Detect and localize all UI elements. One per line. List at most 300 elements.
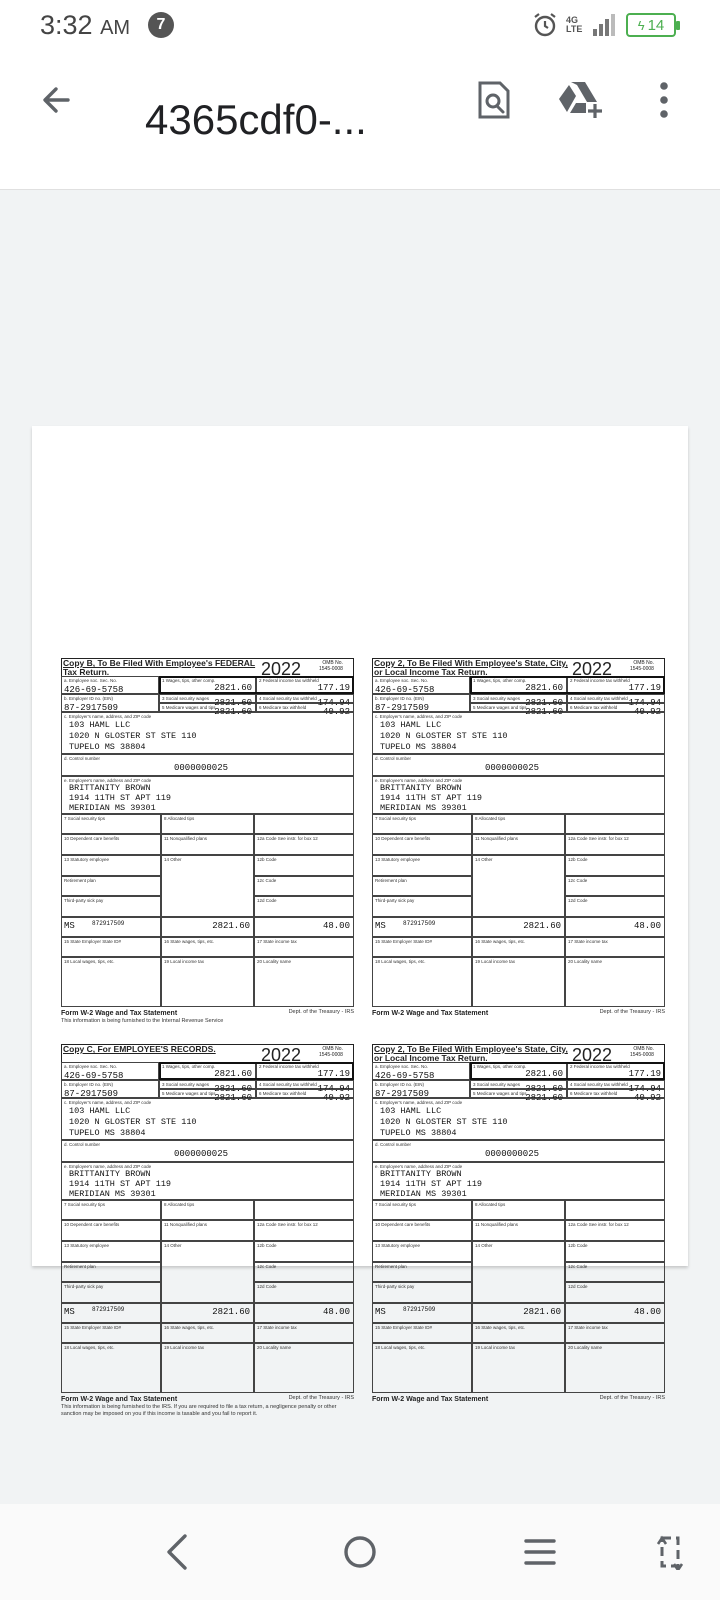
box-label: 18 Local wages, tips, etc. bbox=[375, 1345, 426, 1350]
employer-address-line: 1020 N GLOSTER ST STE 110 bbox=[69, 731, 197, 741]
box-label: 8 Allocated tips bbox=[475, 1202, 506, 1207]
box-label: d. Control number bbox=[375, 756, 412, 761]
omb-number bbox=[630, 1046, 654, 1058]
ein-value: 87-2917509 bbox=[375, 703, 430, 713]
box16-cell bbox=[472, 1323, 565, 1343]
form-w2-footer: Form W-2 Wage and Tax Statement bbox=[372, 1396, 489, 1403]
state-cell bbox=[372, 1303, 472, 1323]
box-label: b. Employer ID no. (EIN) bbox=[375, 1082, 425, 1087]
form-copy-header: Copy 2, To Be Filed With Employee's State, City, or Local Income Tax Return. bbox=[374, 658, 568, 677]
employee-address-line: 1914 11TH ST APT 119 bbox=[380, 1179, 483, 1189]
box-label: 6 Medicare tax withheld bbox=[570, 1091, 618, 1096]
box5-value: 2821.60 bbox=[525, 1093, 563, 1103]
box-label: 14 Other bbox=[164, 1243, 182, 1248]
box11-cell bbox=[472, 834, 565, 855]
box-label: 12c Code bbox=[568, 878, 588, 883]
network-type-label: 4G LTE bbox=[566, 15, 583, 34]
box3-value: 2821.60 bbox=[214, 698, 252, 708]
box6-value: 40.92 bbox=[633, 1093, 661, 1103]
box-label: a. Employee soc. Sec. No. bbox=[64, 678, 118, 683]
nav-home-button[interactable] bbox=[336, 1528, 384, 1576]
box-label: a. Employee soc. Sec. No. bbox=[375, 1064, 429, 1069]
more-vert-icon bbox=[658, 81, 670, 119]
box-label: 5 Medicare wages and tips bbox=[162, 705, 216, 710]
ein-cell bbox=[372, 1080, 470, 1098]
box-label: 7 Social security tips bbox=[375, 816, 417, 821]
system-nav-bar bbox=[0, 1504, 720, 1600]
wages-highlight bbox=[470, 1062, 665, 1080]
box-label: 15 State Employer State ID# bbox=[64, 939, 122, 944]
form-copy-header: Copy B, To Be Filed With Employee's FEDERAL Tax Return. bbox=[63, 658, 256, 677]
box12a-cell bbox=[254, 1220, 354, 1241]
box-label: Retirement plan bbox=[64, 1264, 96, 1269]
nav-recents-button[interactable] bbox=[516, 1528, 564, 1576]
ssn-value: 426-69-5758 bbox=[64, 685, 124, 695]
notification-badge: 7 bbox=[148, 12, 174, 38]
box-label: 12c Code bbox=[257, 1264, 277, 1269]
box-label: 18 Local wages, tips, etc. bbox=[64, 1345, 115, 1350]
box16-cell bbox=[161, 1323, 254, 1343]
omb-label: OMB No. bbox=[633, 660, 654, 666]
omb-value: 1545-0008 bbox=[630, 1052, 654, 1058]
state-id-value: 872917509 bbox=[403, 920, 436, 927]
box-label: 10 Dependent care benefits bbox=[64, 836, 120, 841]
box-label: 4 Social security tax withheld bbox=[570, 696, 628, 701]
box1-value: 2821.60 bbox=[525, 1069, 563, 1079]
box-label: Third-party sick pay bbox=[64, 1284, 104, 1289]
box-label: b. Employer ID no. (EIN) bbox=[64, 1082, 114, 1087]
box-label: 10 Dependent care benefits bbox=[64, 1222, 120, 1227]
box-label: e. Employee's name, address and ZIP code bbox=[375, 1164, 463, 1169]
box-label: 4 Social security tax withheld bbox=[570, 1082, 628, 1087]
box-label: 16 State wages, tips, etc. bbox=[475, 939, 526, 944]
box-label: 6 Medicare tax withheld bbox=[259, 1091, 307, 1096]
box-label: d. Control number bbox=[375, 1142, 412, 1147]
box5-cell bbox=[470, 1089, 567, 1103]
box-label: 12c Code bbox=[257, 878, 277, 883]
treasury-label: Dept. of the Treasury - IRS bbox=[288, 1395, 354, 1401]
employee-address-line: BRITTANITY BROWN bbox=[69, 1169, 151, 1179]
box11-cell bbox=[161, 834, 254, 855]
box-label: e. Employee's name, address and ZIP code bbox=[375, 778, 463, 783]
box-label: 14 Other bbox=[164, 857, 182, 862]
box2-value: 177.19 bbox=[317, 1069, 350, 1079]
box-label: 16 State wages, tips, etc. bbox=[475, 1325, 526, 1330]
ssn-value: 426-69-5758 bbox=[64, 1071, 124, 1081]
box6-cell bbox=[567, 1089, 665, 1103]
nav-rotate-button[interactable] bbox=[646, 1528, 694, 1576]
box1-value: 2821.60 bbox=[214, 1069, 252, 1079]
box16-cell bbox=[472, 937, 565, 957]
empty-cell bbox=[254, 1200, 354, 1220]
box-label: 8 Allocated tips bbox=[164, 816, 195, 821]
box20-cell bbox=[254, 957, 354, 1007]
box-label: 2 Federal income tax withheld bbox=[570, 678, 630, 683]
box-label: 12b Code bbox=[568, 1243, 588, 1248]
box-label: 12a Code See instr. for box 12 bbox=[257, 836, 318, 841]
box8-cell bbox=[161, 1200, 254, 1220]
box-label: 11 Nonqualified plans bbox=[475, 1222, 518, 1227]
box-label: 12d Code bbox=[568, 1284, 588, 1289]
box1-value: 2821.60 bbox=[525, 683, 563, 693]
box-label: e. Employee's name, address and ZIP code bbox=[64, 778, 152, 783]
employer-address-line: 103 HAML LLC bbox=[380, 1106, 442, 1116]
empty-cell bbox=[565, 1200, 665, 1220]
ein-cell bbox=[372, 694, 470, 712]
box18-cell bbox=[372, 1343, 472, 1393]
treasury-label: Dept. of the Treasury - IRS bbox=[599, 1395, 665, 1401]
box-label: Retirement plan bbox=[375, 1264, 407, 1269]
status-bar bbox=[0, 0, 720, 52]
state-value: MS bbox=[64, 1307, 75, 1317]
retirement-plan-cell bbox=[372, 1262, 472, 1282]
box19-cell bbox=[161, 957, 254, 1007]
employee-address-line: BRITTANITY BROWN bbox=[69, 783, 151, 793]
box-label: 20 Locality name bbox=[257, 959, 292, 964]
box20-cell bbox=[565, 957, 665, 1007]
box12d-cell bbox=[565, 1282, 665, 1303]
box-label: 17 State income tax bbox=[568, 1325, 608, 1330]
box12b-cell bbox=[254, 1241, 354, 1262]
employee-address-line: MERIDIAN MS 39301 bbox=[380, 803, 467, 813]
box2-value: 177.19 bbox=[317, 683, 350, 693]
box11-cell bbox=[472, 1220, 565, 1241]
alarm-icon bbox=[532, 12, 558, 38]
state-cell bbox=[372, 917, 472, 937]
box14-cell bbox=[472, 855, 565, 917]
employer-address-line: TUPELO MS 38804 bbox=[69, 1128, 146, 1138]
box-label: 15 State Employer State ID# bbox=[375, 939, 433, 944]
box-label: 2 Federal income tax withheld bbox=[259, 1064, 319, 1069]
box-label: 17 State income tax bbox=[257, 1325, 297, 1330]
box8-cell bbox=[161, 814, 254, 834]
box10-cell bbox=[372, 1220, 472, 1241]
box-label: 13 Statutory employee bbox=[64, 857, 110, 862]
omb-number bbox=[319, 1046, 343, 1058]
retirement-plan-cell bbox=[61, 1262, 161, 1282]
state-id-value: 872917509 bbox=[403, 1306, 436, 1313]
ssn-cell bbox=[372, 1062, 470, 1080]
find-in-page-icon bbox=[476, 80, 512, 120]
box5-cell bbox=[159, 703, 256, 717]
signal-icon bbox=[592, 13, 618, 37]
more-options-button[interactable] bbox=[640, 76, 688, 124]
state-wages-cell bbox=[161, 917, 254, 937]
box-label: 20 Locality name bbox=[257, 1345, 292, 1350]
state-wages-cell bbox=[161, 1303, 254, 1323]
box12b-cell bbox=[565, 855, 665, 876]
box-label: 4 Social security tax withheld bbox=[259, 696, 317, 701]
box-label: 1 Wages, tips, other comp. bbox=[162, 1064, 216, 1069]
box5-value: 2821.60 bbox=[214, 707, 252, 717]
ssn-cell bbox=[61, 1062, 159, 1080]
find-in-document-button[interactable] bbox=[470, 76, 518, 124]
state-tax-value: 48.00 bbox=[322, 921, 350, 931]
box17-cell bbox=[254, 937, 354, 957]
box5-value: 2821.60 bbox=[214, 1093, 252, 1103]
box13-cell bbox=[372, 1241, 472, 1262]
ssn-cell bbox=[372, 676, 470, 694]
state-value: MS bbox=[64, 921, 75, 931]
nav-back-icon bbox=[163, 1532, 193, 1572]
box3-value: 2821.60 bbox=[525, 1084, 563, 1094]
box-label: b. Employer ID no. (EIN) bbox=[375, 696, 425, 701]
box-label: 17 State income tax bbox=[257, 939, 297, 944]
arrow-back-icon bbox=[38, 82, 74, 118]
box-label: 12a Code See instr. for box 12 bbox=[568, 1222, 629, 1227]
pdf-page[interactable] bbox=[32, 426, 688, 1417]
box12c-cell bbox=[254, 1262, 354, 1282]
employee-address-line: BRITTANITY BROWN bbox=[380, 783, 462, 793]
state-wages-value: 2821.60 bbox=[523, 921, 561, 931]
employer-address-line: 1020 N GLOSTER ST STE 110 bbox=[380, 731, 508, 741]
omb-number bbox=[630, 660, 654, 672]
box-label: 14 Other bbox=[475, 1243, 493, 1248]
state-wages-value: 2821.60 bbox=[212, 1307, 250, 1317]
app-bar bbox=[0, 52, 720, 190]
wages-highlight bbox=[470, 676, 665, 694]
treasury-label: Dept. of the Treasury - IRS bbox=[288, 1009, 354, 1015]
nav-back-button[interactable] bbox=[154, 1528, 202, 1576]
omb-label: OMB No. bbox=[633, 1046, 654, 1052]
control-cell bbox=[372, 754, 665, 776]
battery-level: 14 bbox=[647, 16, 665, 34]
box-label: 10 Dependent care benefits bbox=[375, 836, 431, 841]
omb-value: 1545-0008 bbox=[319, 1052, 343, 1058]
control-value: 0000000025 bbox=[485, 1149, 540, 1159]
box13-cell bbox=[372, 855, 472, 876]
battery-icon: ϟ 14 bbox=[626, 13, 676, 37]
box-label: 15 State Employer State ID# bbox=[64, 1325, 122, 1330]
box-label: 6 Medicare tax withheld bbox=[259, 705, 307, 710]
box12a-cell bbox=[565, 834, 665, 855]
back-button[interactable] bbox=[32, 76, 80, 124]
box-label: 7 Social security tips bbox=[375, 1202, 417, 1207]
box12a-cell bbox=[565, 1220, 665, 1241]
box5-value: 2821.60 bbox=[525, 707, 563, 717]
box20-cell bbox=[565, 1343, 665, 1393]
box6-cell bbox=[567, 703, 665, 717]
box-label: 12d Code bbox=[568, 898, 588, 903]
box-label: 16 State wages, tips, etc. bbox=[164, 1325, 215, 1330]
box3-value: 2821.60 bbox=[525, 698, 563, 708]
box7-cell bbox=[372, 1200, 472, 1220]
box-label: 10 Dependent care benefits bbox=[375, 1222, 431, 1227]
screen-rotation-icon bbox=[654, 1534, 686, 1570]
box10-cell bbox=[61, 834, 161, 855]
status-time bbox=[40, 10, 130, 41]
box17-cell bbox=[565, 937, 665, 957]
box-label: 1 Wages, tips, other comp. bbox=[473, 1064, 527, 1069]
nav-home-icon bbox=[342, 1534, 378, 1570]
box6-cell bbox=[256, 1089, 354, 1103]
box14-cell bbox=[161, 855, 254, 917]
box7-cell bbox=[61, 814, 161, 834]
box3-value: 2821.60 bbox=[214, 1084, 252, 1094]
state-tax-value: 48.00 bbox=[633, 1307, 661, 1317]
box12c-cell bbox=[254, 876, 354, 896]
box15-cell bbox=[372, 1323, 472, 1343]
box6-value: 40.92 bbox=[322, 1093, 350, 1103]
form-copy-header: Copy 2, To Be Filed With Employee's State, City, or Local Income Tax Return. bbox=[374, 1044, 568, 1063]
box8-cell bbox=[472, 814, 565, 834]
box-label: 12d Code bbox=[257, 898, 277, 903]
box5-cell bbox=[159, 1089, 256, 1103]
box-label: 5 Medicare wages and tips bbox=[473, 705, 527, 710]
box17-cell bbox=[254, 1323, 354, 1343]
state-value: MS bbox=[375, 921, 386, 931]
box1-value: 2821.60 bbox=[214, 683, 252, 693]
box-label: 12b Code bbox=[257, 857, 277, 862]
box12d-cell bbox=[254, 1282, 354, 1303]
box-label: 3 Social security wages bbox=[162, 1082, 210, 1087]
state-tax-value: 48.00 bbox=[322, 1307, 350, 1317]
box-label: Third-party sick pay bbox=[375, 898, 415, 903]
box11-cell bbox=[161, 1220, 254, 1241]
box20-cell bbox=[254, 1343, 354, 1393]
form-notice: This information is being furnished to the Internal Revenue Service bbox=[61, 1018, 224, 1024]
box-label: 6 Medicare tax withheld bbox=[570, 705, 618, 710]
empty-cell bbox=[565, 814, 665, 834]
employee-address-line: 1914 11TH ST APT 119 bbox=[69, 793, 172, 803]
status-time-value: 3:32 bbox=[40, 10, 93, 40]
box-label: a. Employee soc. Sec. No. bbox=[64, 1064, 118, 1069]
third-party-sick-pay-cell bbox=[61, 896, 161, 917]
box19-cell bbox=[472, 1343, 565, 1393]
form-w2-footer: Form W-2 Wage and Tax Statement bbox=[372, 1010, 489, 1017]
control-value: 0000000025 bbox=[174, 763, 229, 773]
form-year: 2022 bbox=[572, 1045, 613, 1065]
control-value: 0000000025 bbox=[174, 1149, 229, 1159]
omb-value: 1545-0008 bbox=[630, 666, 654, 672]
box-label: 4 Social security tax withheld bbox=[259, 1082, 317, 1087]
form-w2-footer: Form W-2 Wage and Tax Statement bbox=[61, 1010, 178, 1017]
box6-value: 40.92 bbox=[633, 707, 661, 717]
box-label: 13 Statutory employee bbox=[375, 1243, 421, 1248]
omb-label: OMB No. bbox=[322, 1046, 343, 1052]
box-label: 12c Code bbox=[568, 1264, 588, 1269]
employer-address-line: 1020 N GLOSTER ST STE 110 bbox=[69, 1117, 197, 1127]
box8-cell bbox=[472, 1200, 565, 1220]
employer-address-line: 103 HAML LLC bbox=[69, 1106, 131, 1116]
box-label: 1 Wages, tips, other comp. bbox=[473, 678, 527, 683]
employee-address-line: 1914 11TH ST APT 119 bbox=[380, 793, 483, 803]
box2-value: 177.19 bbox=[628, 683, 661, 693]
employee-address-line: BRITTANITY BROWN bbox=[380, 1169, 462, 1179]
box-label: 2 Federal income tax withheld bbox=[259, 678, 319, 683]
box14-cell bbox=[161, 1241, 254, 1303]
wages-highlight bbox=[159, 676, 354, 694]
box14-cell bbox=[472, 1241, 565, 1303]
retirement-plan-cell bbox=[61, 876, 161, 896]
employer-address-line: TUPELO MS 38804 bbox=[380, 1128, 457, 1138]
box-label: Retirement plan bbox=[64, 878, 96, 883]
box12d-cell bbox=[254, 896, 354, 917]
state-tax-value: 48.00 bbox=[633, 921, 661, 931]
box-label: c. Employer's name, address, and ZIP code bbox=[64, 1100, 152, 1105]
add-to-drive-icon bbox=[557, 80, 603, 120]
form-notice: This information is being furnished to the IRS. If you are required to file a tax return, a negligence penalty or other sanction may be imposed on you if this income is taxable and you fail to report it. bbox=[61, 1404, 337, 1417]
third-party-sick-pay-cell bbox=[372, 896, 472, 917]
box16-cell bbox=[161, 937, 254, 957]
box-label: Third-party sick pay bbox=[64, 898, 104, 903]
ein-cell bbox=[61, 1080, 159, 1098]
third-party-sick-pay-cell bbox=[61, 1282, 161, 1303]
add-to-drive-button[interactable] bbox=[556, 76, 604, 124]
state-id-value: 872917509 bbox=[92, 920, 125, 927]
box-label: d. Control number bbox=[64, 1142, 101, 1147]
treasury-label: Dept. of the Treasury - IRS bbox=[599, 1009, 665, 1015]
box-label: 11 Nonqualified plans bbox=[164, 836, 207, 841]
box-label: 12b Code bbox=[568, 857, 588, 862]
employee-address-line: MERIDIAN MS 39301 bbox=[380, 1189, 467, 1199]
state-tax-cell bbox=[565, 917, 665, 937]
box-label: 11 Nonqualified plans bbox=[475, 836, 518, 841]
state-tax-cell bbox=[254, 1303, 354, 1323]
third-party-sick-pay-cell bbox=[372, 1282, 472, 1303]
wages-highlight bbox=[159, 1062, 354, 1080]
box-label: 19 Local income tax bbox=[475, 959, 516, 964]
box4-value: 174.94 bbox=[628, 1084, 661, 1094]
status-icons bbox=[532, 10, 676, 40]
control-value: 0000000025 bbox=[485, 763, 540, 773]
box12c-cell bbox=[565, 876, 665, 896]
box15-cell bbox=[61, 1323, 161, 1343]
box-label: 12d Code bbox=[257, 1284, 277, 1289]
state-cell bbox=[61, 917, 161, 937]
box15-cell bbox=[61, 937, 161, 957]
box-label: a. Employee soc. Sec. No. bbox=[375, 678, 429, 683]
box18-cell bbox=[61, 957, 161, 1007]
box-label: 12b Code bbox=[257, 1243, 277, 1248]
form-year: 2022 bbox=[261, 659, 302, 679]
box10-cell bbox=[61, 1220, 161, 1241]
document-viewer[interactable] bbox=[0, 191, 720, 1504]
empty-cell bbox=[254, 814, 354, 834]
control-cell bbox=[61, 1140, 354, 1162]
ein-value: 87-2917509 bbox=[64, 1089, 119, 1099]
omb-number bbox=[319, 660, 343, 672]
box19-cell bbox=[472, 957, 565, 1007]
box-label: 7 Social security tips bbox=[64, 816, 106, 821]
control-cell bbox=[61, 754, 354, 776]
box-label: 8 Allocated tips bbox=[164, 1202, 195, 1207]
state-cell bbox=[61, 1303, 161, 1323]
box-label: 7 Social security tips bbox=[64, 1202, 106, 1207]
box12c-cell bbox=[565, 1262, 665, 1282]
employer-address-line: TUPELO MS 38804 bbox=[380, 742, 457, 752]
employer-address-line: 1020 N GLOSTER ST STE 110 bbox=[380, 1117, 508, 1127]
box12b-cell bbox=[254, 855, 354, 876]
box-label: 20 Locality name bbox=[568, 959, 603, 964]
box13-cell bbox=[61, 1241, 161, 1262]
box6-cell bbox=[256, 703, 354, 717]
state-id-value: 872917509 bbox=[92, 1306, 125, 1313]
box15-cell bbox=[372, 937, 472, 957]
ssn-cell bbox=[61, 676, 159, 694]
employer-address-line: TUPELO MS 38804 bbox=[69, 742, 146, 752]
box2-value: 177.19 bbox=[628, 1069, 661, 1079]
menu-lines-icon bbox=[523, 1537, 557, 1567]
state-tax-cell bbox=[565, 1303, 665, 1323]
box-label: Third-party sick pay bbox=[375, 1284, 415, 1289]
box-label: 1 Wages, tips, other comp. bbox=[162, 678, 216, 683]
state-value: MS bbox=[375, 1307, 386, 1317]
box-label: 11 Nonqualified plans bbox=[164, 1222, 207, 1227]
box4-value: 174.94 bbox=[628, 698, 661, 708]
box-label: Retirement plan bbox=[375, 878, 407, 883]
state-tax-cell bbox=[254, 917, 354, 937]
